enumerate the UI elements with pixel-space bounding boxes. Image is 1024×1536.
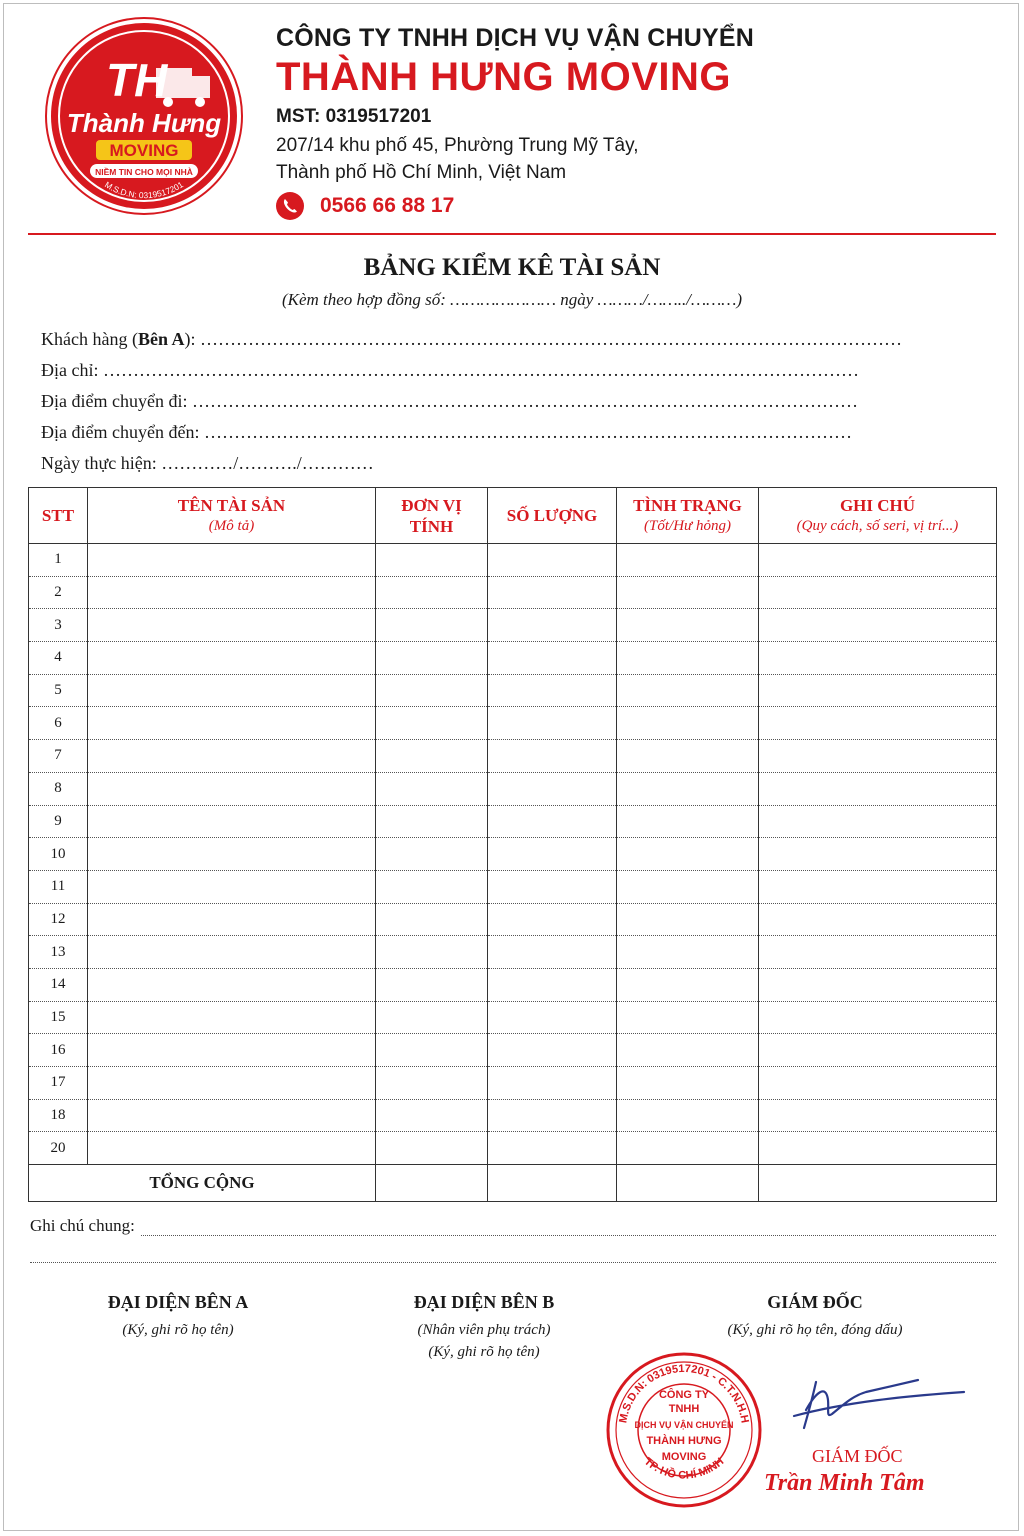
asset-name-cell[interactable]: [88, 1034, 376, 1067]
note-cell[interactable]: [759, 1132, 997, 1165]
unit-cell[interactable]: [376, 936, 488, 969]
qty-cell[interactable]: [488, 1001, 617, 1034]
status-cell[interactable]: [617, 1034, 759, 1067]
note-cell[interactable]: [759, 609, 997, 642]
unit-cell[interactable]: [376, 674, 488, 707]
note-cell[interactable]: [759, 544, 997, 577]
director-heading: GIÁM ĐỐC: [767, 1292, 863, 1312]
party-b-hint: [384, 1319, 584, 1363]
stamp-line4: THÀNH HƯNG: [646, 1435, 722, 1447]
asset-name-cell[interactable]: [88, 870, 376, 903]
note-cell[interactable]: [759, 674, 997, 707]
stamp-ring-text: M.S.D.N: 0319517201 - C.T.N.H.H: [617, 1362, 751, 1425]
total-status-cell[interactable]: [617, 1165, 759, 1202]
note-cell[interactable]: [759, 968, 997, 1001]
row-number: 11: [29, 870, 88, 903]
company-address: [276, 132, 754, 186]
phone-icon: [276, 192, 304, 220]
header-status-label: TÌNH TRẠNG: [633, 495, 742, 515]
row-number: 8: [29, 772, 88, 805]
info-fields: [41, 326, 902, 481]
table-row: [29, 1067, 997, 1100]
unit-cell[interactable]: [376, 772, 488, 805]
total-label: TỔNG CỘNG: [29, 1165, 376, 1202]
unit-cell[interactable]: [376, 1099, 488, 1132]
header-name-sub: (Mô tả): [208, 517, 255, 534]
note-cell[interactable]: [759, 1099, 997, 1132]
total-note-cell[interactable]: [759, 1165, 997, 1202]
status-cell[interactable]: [617, 707, 759, 740]
unit-cell[interactable]: [376, 642, 488, 675]
header-name-label: TÊN TÀI SẢN: [177, 495, 286, 515]
asset-name-cell[interactable]: [88, 642, 376, 675]
asset-name-cell[interactable]: [88, 707, 376, 740]
asset-name-cell[interactable]: [88, 1099, 376, 1132]
status-cell[interactable]: [617, 805, 759, 838]
status-cell[interactable]: [617, 772, 759, 805]
unit-cell[interactable]: [376, 903, 488, 936]
logo-badge: [44, 16, 244, 216]
unit-cell[interactable]: [376, 609, 488, 642]
destination-field: Địa điểm chuyển đến: ………………………………………………………………………………………………: [41, 422, 852, 442]
table-row: [29, 936, 997, 969]
unit-cell[interactable]: [376, 1067, 488, 1100]
asset-table: [28, 487, 997, 1202]
header-divider: [28, 233, 996, 235]
tax-id: MST: 0319517201: [276, 106, 432, 127]
unit-cell[interactable]: [376, 870, 488, 903]
director-signature: [776, 1370, 966, 1440]
customer-blank: ): ………………………………………………………………………………………………………: [184, 329, 902, 349]
status-cell[interactable]: [617, 968, 759, 1001]
table-row: [29, 838, 997, 871]
status-cell[interactable]: [617, 903, 759, 936]
unit-cell[interactable]: [376, 707, 488, 740]
qty-cell[interactable]: [488, 576, 617, 609]
table-row: [29, 1132, 997, 1165]
qty-cell[interactable]: [488, 903, 617, 936]
header-name: [88, 488, 376, 544]
note-cell[interactable]: [759, 576, 997, 609]
company-logo: [44, 16, 244, 216]
company-name-line1: CÔNG TY TNHH DỊCH VỤ VẬN CHUYỂN: [276, 24, 754, 52]
qty-cell[interactable]: [488, 1132, 617, 1165]
header-unit: [376, 488, 488, 544]
total-qty-cell[interactable]: [488, 1165, 617, 1202]
qty-cell[interactable]: [488, 1067, 617, 1100]
address-line2: Thành phố Hồ Chí Minh, Việt Nam: [276, 162, 567, 183]
qty-cell[interactable]: [488, 870, 617, 903]
qty-cell[interactable]: [488, 1034, 617, 1067]
qty-cell[interactable]: [488, 707, 617, 740]
director-hint: (Ký, ghi rõ họ tên, đóng dấu): [727, 1322, 903, 1338]
stamp-line3: DỊCH VỤ VẬN CHUYỂN: [634, 1420, 734, 1430]
status-cell[interactable]: [617, 1067, 759, 1100]
qty-cell[interactable]: [488, 544, 617, 577]
qty-cell[interactable]: [488, 674, 617, 707]
logo-name: Thành Hưng: [66, 108, 222, 138]
table-row: [29, 1001, 997, 1034]
row-number: 3: [29, 609, 88, 642]
party-b-hint-line2: (Ký, ghi rõ họ tên): [428, 1344, 540, 1360]
status-cell[interactable]: [617, 544, 759, 577]
note-cell[interactable]: [759, 1067, 997, 1100]
asset-name-cell[interactable]: [88, 576, 376, 609]
stamp-line5: MOVING: [661, 1451, 707, 1463]
party-b-hint-line1: (Nhân viên phụ trách): [417, 1322, 551, 1338]
date-field: Ngày thực hiện: …………/………./…………: [41, 453, 374, 473]
note-cell[interactable]: [759, 936, 997, 969]
notes-line-1[interactable]: [141, 1221, 996, 1236]
qty-cell[interactable]: [488, 838, 617, 871]
asset-name-cell[interactable]: [88, 1067, 376, 1100]
table-row: [29, 903, 997, 936]
logo-word: MOVING: [109, 141, 179, 160]
company-phone: [276, 192, 754, 220]
table-row: [29, 609, 997, 642]
qty-cell[interactable]: [488, 740, 617, 773]
qty-cell[interactable]: [488, 772, 617, 805]
note-cell[interactable]: [759, 707, 997, 740]
stamp-bottom-text: TP. HỒ CHÍ MINH: [641, 1455, 727, 1482]
asset-name-cell[interactable]: [88, 1001, 376, 1034]
note-cell[interactable]: [759, 642, 997, 675]
row-number: 20: [29, 1132, 88, 1165]
company-name-line2: THÀNH HƯNG MOVING: [276, 55, 732, 99]
stamp-line2: TNHH: [668, 1403, 700, 1415]
party-a-title: ĐẠI DIỆN BÊN A: [107, 1292, 249, 1312]
status-cell[interactable]: [617, 1132, 759, 1165]
general-notes: [30, 1214, 996, 1263]
table-row: [29, 1099, 997, 1132]
document-subtitle: (Kèm theo hợp đồng số: ………………… ngày ………/……../………): [281, 290, 743, 309]
row-number: 10: [29, 838, 88, 871]
header-stt: STT: [29, 488, 88, 544]
company-stamp: [604, 1350, 764, 1510]
asset-name-cell[interactable]: [88, 903, 376, 936]
status-cell[interactable]: [617, 642, 759, 675]
unit-cell[interactable]: [376, 1034, 488, 1067]
customer-party: Bên A: [137, 329, 185, 349]
table-header-row: [29, 488, 997, 544]
note-cell[interactable]: [759, 870, 997, 903]
note-cell[interactable]: [759, 805, 997, 838]
row-number: 15: [29, 1001, 88, 1034]
note-cell[interactable]: [759, 903, 997, 936]
phone-number: 0566 66 88 17: [320, 194, 455, 217]
status-cell[interactable]: [617, 740, 759, 773]
director-title: GIÁM ĐỐC: [812, 1446, 903, 1466]
status-cell[interactable]: [617, 870, 759, 903]
header-unit-line1: ĐƠN VỊ: [401, 495, 462, 515]
customer-field: [41, 326, 902, 357]
asset-name-cell[interactable]: [88, 674, 376, 707]
row-number: 5: [29, 674, 88, 707]
unit-cell[interactable]: [376, 968, 488, 1001]
asset-name-cell[interactable]: [88, 805, 376, 838]
qty-cell[interactable]: [488, 1099, 617, 1132]
row-number: 16: [29, 1034, 88, 1067]
unit-cell[interactable]: [376, 1001, 488, 1034]
row-number: 6: [29, 707, 88, 740]
table-body: [29, 544, 997, 1165]
origin-field: Địa điểm chuyển đi: …………………………………………………………………………………………………: [41, 391, 858, 411]
header-status: [617, 488, 759, 544]
logo-slogan: NIỀM TIN CHO MỌI NHÀ: [95, 167, 193, 177]
total-unit-cell[interactable]: [376, 1165, 488, 1202]
status-cell[interactable]: [617, 1001, 759, 1034]
qty-cell[interactable]: [488, 642, 617, 675]
asset-name-cell[interactable]: [88, 544, 376, 577]
row-number: 12: [29, 903, 88, 936]
company-info: [276, 24, 754, 220]
status-cell[interactable]: [617, 576, 759, 609]
qty-cell[interactable]: [488, 805, 617, 838]
asset-name-cell[interactable]: [88, 740, 376, 773]
qty-cell[interactable]: [488, 936, 617, 969]
unit-cell[interactable]: [376, 544, 488, 577]
notes-label: Ghi chú chung:: [30, 1216, 135, 1235]
note-cell[interactable]: [759, 772, 997, 805]
note-cell[interactable]: [759, 1034, 997, 1067]
header-unit-line2: TÍNH: [409, 516, 454, 536]
party-b-title: ĐẠI DIỆN BÊN B: [413, 1292, 555, 1312]
asset-name-cell[interactable]: [88, 936, 376, 969]
table-row: [29, 805, 997, 838]
unit-cell[interactable]: [376, 805, 488, 838]
header-status-sub: (Tốt/Hư hỏng): [644, 517, 731, 534]
table-row: [29, 674, 997, 707]
table-row: [29, 968, 997, 1001]
row-number: 18: [29, 1099, 88, 1132]
row-number: 17: [29, 1067, 88, 1100]
note-cell[interactable]: [759, 740, 997, 773]
header-qty: SỐ LƯỢNG: [488, 488, 617, 544]
header-note-sub: (Quy cách, số seri, vị trí...): [796, 517, 959, 534]
qty-cell[interactable]: [488, 609, 617, 642]
note-cell[interactable]: [759, 1001, 997, 1034]
status-cell[interactable]: [617, 936, 759, 969]
status-cell[interactable]: [617, 674, 759, 707]
status-cell[interactable]: [617, 609, 759, 642]
director-name: Trần Minh Tâm: [764, 1470, 925, 1496]
signature-party-a: [78, 1292, 278, 1341]
document-title: BẢNG KIỂM KÊ TÀI SẢN: [363, 254, 661, 281]
stamp-line1: CÔNG TY: [658, 1389, 710, 1401]
party-a-hint: (Ký, ghi rõ họ tên): [122, 1322, 234, 1338]
table-row: [29, 772, 997, 805]
header-note: [759, 488, 997, 544]
total-row: [29, 1165, 997, 1202]
table-row: [29, 642, 997, 675]
unit-cell[interactable]: [376, 576, 488, 609]
row-number: 13: [29, 936, 88, 969]
logo-msdn: M.S.D.N: 0319517201: [103, 179, 185, 201]
asset-name-cell[interactable]: [88, 838, 376, 871]
row-number: 9: [29, 805, 88, 838]
asset-name-cell[interactable]: [88, 1132, 376, 1165]
logo-initials: TH: [106, 54, 168, 106]
row-number: 14: [29, 968, 88, 1001]
table-row: [29, 870, 997, 903]
row-number: 4: [29, 642, 88, 675]
table-row: [29, 740, 997, 773]
header-note-label: GHI CHÚ: [839, 495, 916, 515]
table-row: [29, 1034, 997, 1067]
asset-name-cell[interactable]: [88, 772, 376, 805]
asset-name-cell[interactable]: [88, 609, 376, 642]
signature-party-b: [384, 1292, 584, 1363]
address-field: Địa chỉ: ………………………………………………………………………………………………………………: [41, 360, 859, 380]
table-row: [29, 707, 997, 740]
customer-prefix: Khách hàng (: [41, 329, 138, 349]
status-cell[interactable]: [617, 1099, 759, 1132]
qty-cell[interactable]: [488, 968, 617, 1001]
asset-name-cell[interactable]: [88, 968, 376, 1001]
row-number: 1: [29, 544, 88, 577]
unit-cell[interactable]: [376, 740, 488, 773]
address-line1: 207/14 khu phố 45, Phường Trung Mỹ Tây,: [276, 135, 639, 156]
unit-cell[interactable]: [376, 838, 488, 871]
stamp-seal: [604, 1350, 764, 1510]
table-row: [29, 576, 997, 609]
unit-cell[interactable]: [376, 1132, 488, 1165]
signature-director: [690, 1292, 940, 1341]
notes-line-2[interactable]: [30, 1238, 996, 1263]
row-number: 2: [29, 576, 88, 609]
note-cell[interactable]: [759, 838, 997, 871]
status-cell[interactable]: [617, 838, 759, 871]
row-number: 7: [29, 740, 88, 773]
table-row: [29, 544, 997, 577]
